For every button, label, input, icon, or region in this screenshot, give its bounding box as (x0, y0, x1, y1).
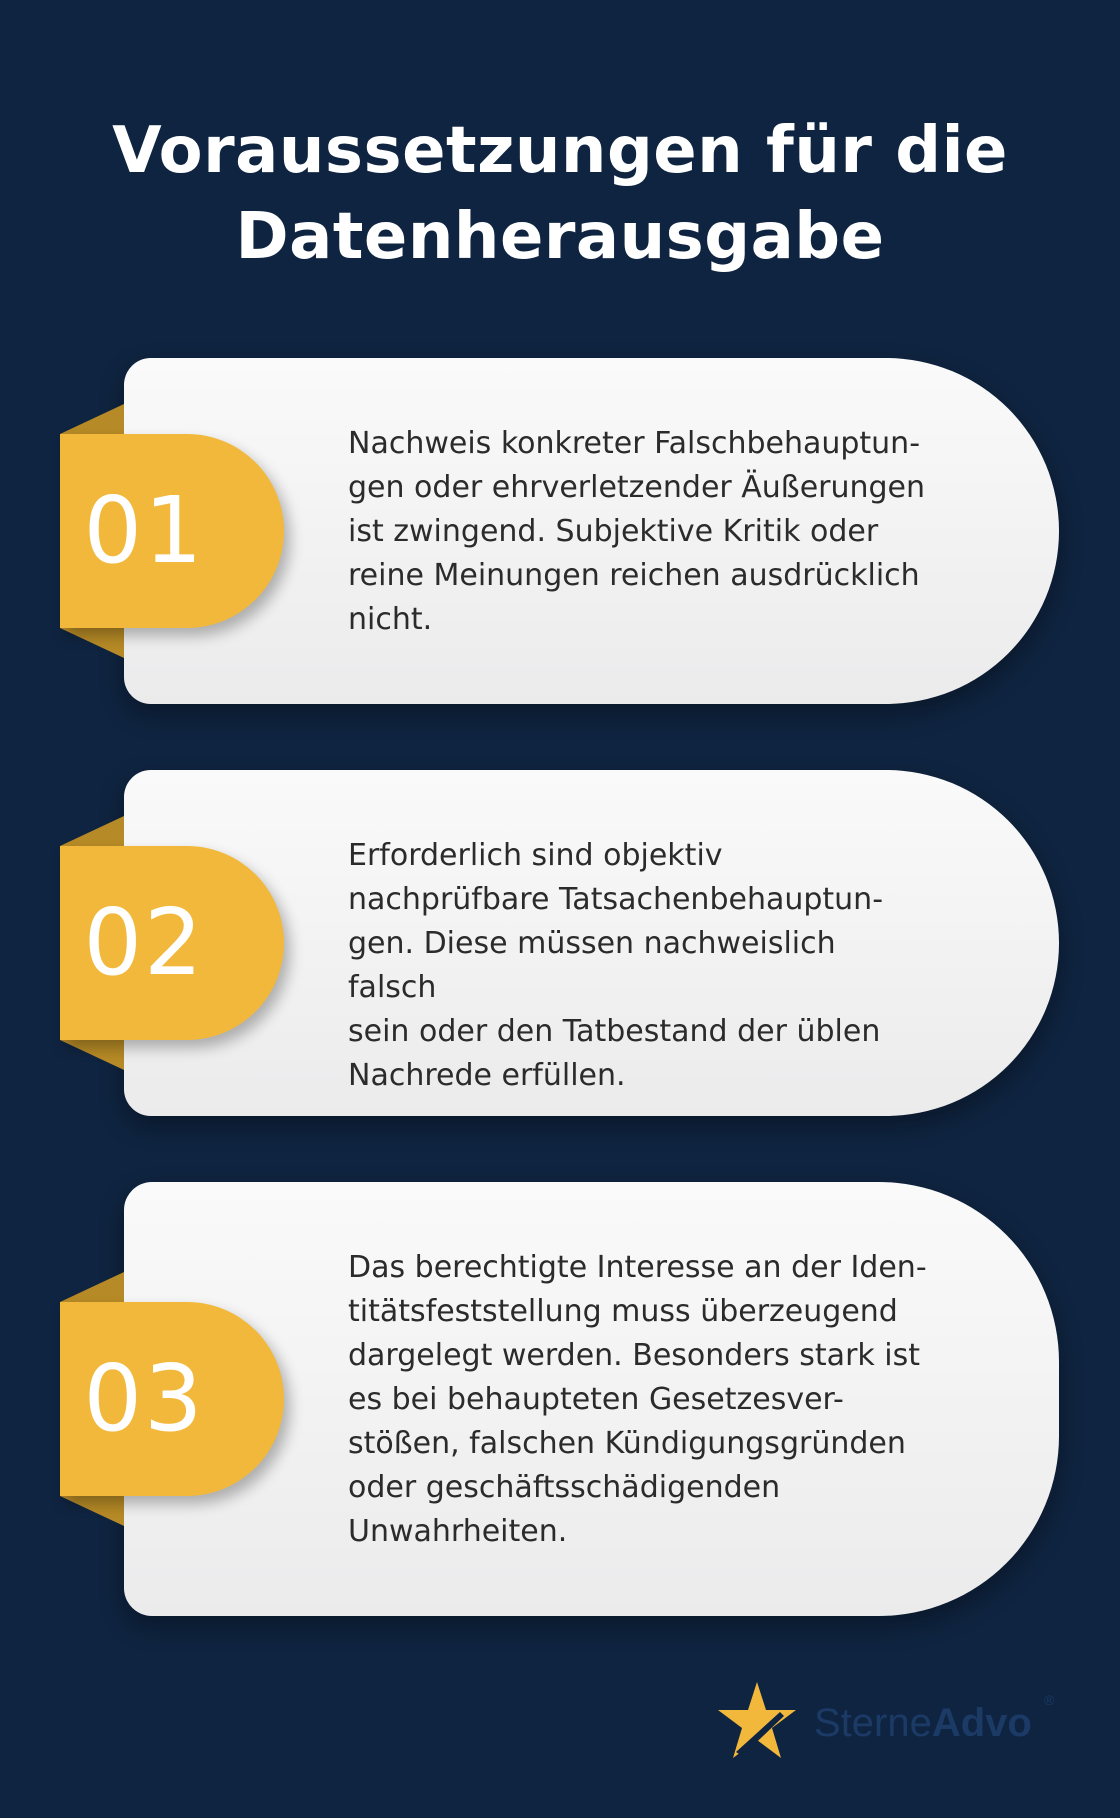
title-line-1: Voraussetzungen für die (112, 114, 1008, 188)
card-text: Nachweis konkreter Falschbehauptun- gen oder ehrverletzender Äußerungen ist zwingend. Subjektive Kritik oder reine Meinungen reichen ausdrücklich nicht. (348, 426, 926, 637)
sterneadvo-logo (714, 1678, 1074, 1768)
number-badge (60, 434, 284, 628)
registered-mark: ® (1044, 1692, 1055, 1708)
badge-fold-top (60, 1272, 124, 1302)
logo-wordmark (814, 1698, 1032, 1748)
card-text: Das berechtigte Interesse an der Iden- titätsfeststellung muss überzeugend dargelegt werden. Besonders stark ist es bei behaupteten Gesetzesver- stößen, falschen Kündigungsgründen oder geschäftsschädigenden Unwahrheiten. (348, 1250, 927, 1549)
badge-number: 02 (83, 889, 205, 996)
card-text: Erforderlich sind objektiv nachprüfbare Tatsachenbehauptun- gen. Diese müssen nachweislich falsch sein oder den Tatbestand der üblen Nachrede erfüllen. (348, 838, 884, 1093)
badge-number: 01 (83, 477, 205, 584)
page-title (0, 108, 1120, 280)
badge-fold-top (60, 816, 124, 846)
number-badge (60, 846, 284, 1040)
number-badge (60, 1302, 284, 1496)
badge-fold-top (60, 404, 124, 434)
badge-number: 03 (83, 1345, 205, 1452)
star-icon (714, 1678, 800, 1764)
badge-fold-bottom (60, 1496, 124, 1526)
title-line-2: Datenherausgabe (235, 200, 885, 274)
logo-text-sterne: Sterne (814, 1701, 932, 1745)
badge-fold-bottom (60, 1040, 124, 1070)
logo-text-advo: Advo (931, 1701, 1032, 1745)
badge-fold-bottom (60, 628, 124, 658)
